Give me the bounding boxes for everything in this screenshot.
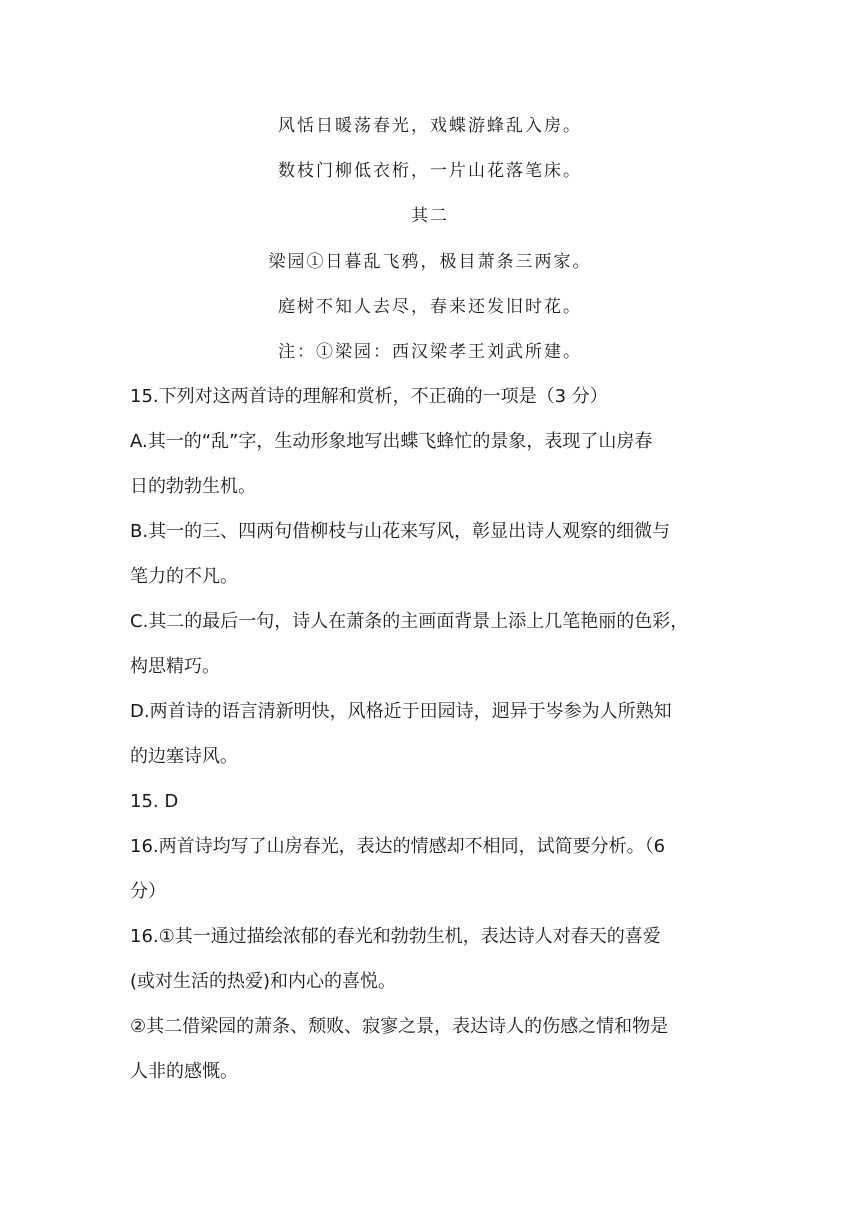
q15-option-d-line1: D.两首诗的语言清新明快，风格近于田园诗，迥异于岑参为人所熟知 <box>130 701 672 722</box>
poem-part2-title: 其二 <box>411 206 449 226</box>
q15-answer: 15. D <box>130 791 179 812</box>
q16-answer-point1-line1: 16.①其一通过描绘浓郁的春光和勃勃生机，表达诗人对春天的喜爱 <box>130 926 661 947</box>
q16-answer-point1-line2: (或对生活的热爱)和内心的喜悦。 <box>130 971 397 992</box>
q15-option-a-line1: A.其一的“乱”字，生动形象地写出蝶飞蜂忙的景象，表现了山房春 <box>130 431 653 452</box>
q16-answer-point2-line2: 人非的感慨。 <box>130 1061 238 1082</box>
q15-option-c-line2: 构思精巧。 <box>130 656 220 677</box>
q15-option-c-line1: C.其二的最后一句，诗人在萧条的主画面背景上添上几笔艳丽的色彩， <box>130 611 689 632</box>
poem-part2-line2: 庭树不知人去尽，春来还发旧时花。 <box>278 297 582 317</box>
q16-stem-line1: 16.两首诗均写了山房春光，表达的情感却不相同，试简要分析。（6 <box>130 836 666 857</box>
q15-option-a-line2: 日的勃勃生机。 <box>130 476 256 497</box>
poem-part2-line1: 梁园①日暮乱飞鸦，极目萧条三两家。 <box>268 252 592 272</box>
poem-part1-line2: 数枝门柳低衣桁，一片山花落笔床。 <box>278 161 582 181</box>
q16-stem-line2: 分） <box>130 881 166 902</box>
q15-stem: 15.下列对这两首诗的理解和赏析，不正确的一项是（3 分） <box>130 386 608 407</box>
q15-option-b-line1: B.其一的三、四两句借柳枝与山花来写风，彰显出诗人观察的细微与 <box>130 521 671 542</box>
q15-option-d-line2: 的边塞诗风。 <box>130 746 238 767</box>
poem-part1-line1: 风恬日暖荡春光，戏蝶游蜂乱入房。 <box>278 116 582 136</box>
q16-answer-point2-line1: ②其二借梁园的萧条、颓败、寂寥之景，表达诗人的伤感之情和物是 <box>130 1016 669 1037</box>
q15-option-b-line2: 笔力的不凡。 <box>130 566 238 587</box>
poem-note: 注：①梁园：西汉梁孝王刘武所建。 <box>278 342 582 362</box>
